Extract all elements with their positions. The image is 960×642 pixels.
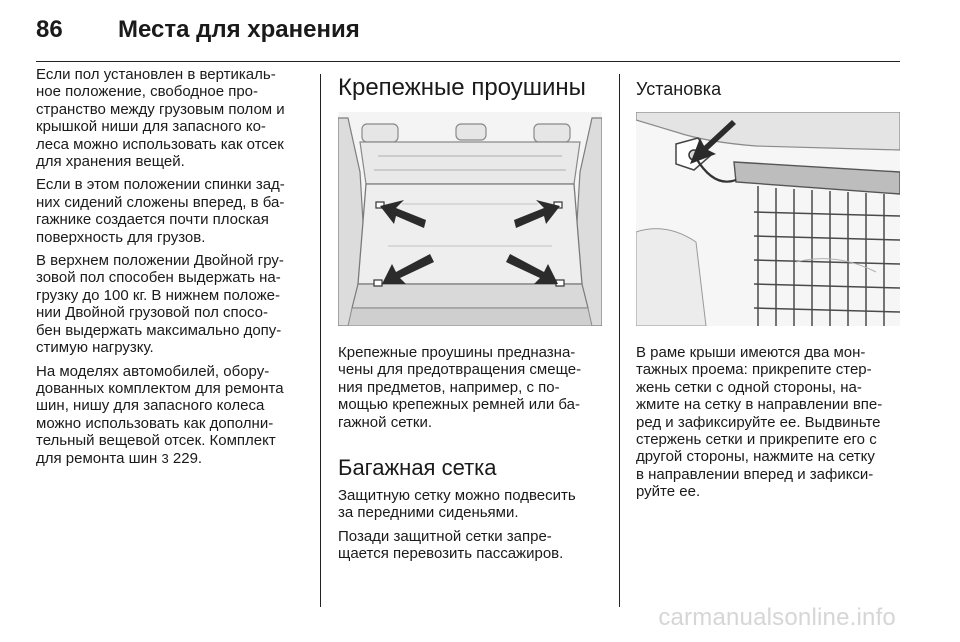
paragraph: На моделях автомобилей, обору- дованных комплектом для ремонта шин, нишу для запасного колеса можно использовать как дополни- тельный вещевой отсек. Комплект для ремонта шин 3 229. <box>36 362 284 467</box>
subsection-heading: Багажная сетка <box>338 455 497 481</box>
column-middle <box>338 74 606 563</box>
page-reference-link[interactable] <box>162 450 203 467</box>
paragraph: Защитную сетку можно подвесить за передними сиденьями. <box>338 487 576 522</box>
paragraph: Если пол установлен в вертикаль- ное положение, свободное про- странство между грузовым полом и крышкой ниши для запасного ко- леса можно использовать как отсек для хранения вещей. <box>36 66 285 171</box>
page-header <box>0 0 960 62</box>
header-divider <box>36 61 900 62</box>
column-right <box>636 78 906 501</box>
column-left <box>36 66 308 467</box>
page-reference-number: 229. <box>172 449 203 467</box>
page-title: Места для хранения <box>118 16 360 43</box>
paragraph: В верхнем положении Двойной гру- зовой пол способен выдержать на- грузку до 100 кг. В нижнем положе- нии Двойной грузовой пол спосо- бен выдержать максимально допу- стимую нагрузку. <box>36 252 284 357</box>
section-heading: Установка <box>636 79 722 99</box>
section-heading: Крепежные проушины <box>338 74 586 101</box>
column-divider <box>320 74 321 607</box>
figure-caption: Крепежные проушины предназна- чены для предотвращения смеще- ния предметов, например, с по- мощью крепежных ремней или ба- гажной сетки. <box>338 344 582 431</box>
paragraph: В раме крыши имеются два мон- тажных проема: прикрепите стер- жень сетки с одной стороны, на- жмите на сетку в направлении впе- ред и зафиксируйте ее. Выдвиньте стержень сетки и прикрепите его с другой стороны, нажмите на сетку в направлении вперед и зафикси- руйте ее. <box>636 344 883 501</box>
luggage-net-mounting-illustration <box>636 112 900 326</box>
column-divider <box>619 74 620 607</box>
paragraph: Если в этом положении спинки зад- них сидений сложены вперед, в ба- гажнике создается почти плоская поверхность для грузов. <box>36 176 285 246</box>
trunk-tie-down-loops-illustration <box>338 112 602 326</box>
paragraph-text: для ремонта шин <box>36 449 158 467</box>
page-number: 86 <box>36 16 63 43</box>
watermark: carmanualsonline.info <box>658 604 896 631</box>
page-reference-arrow-icon: 3 <box>161 450 169 466</box>
paragraph: Позади защитной сетки запре- щается перевозить пассажиров. <box>338 527 564 563</box>
